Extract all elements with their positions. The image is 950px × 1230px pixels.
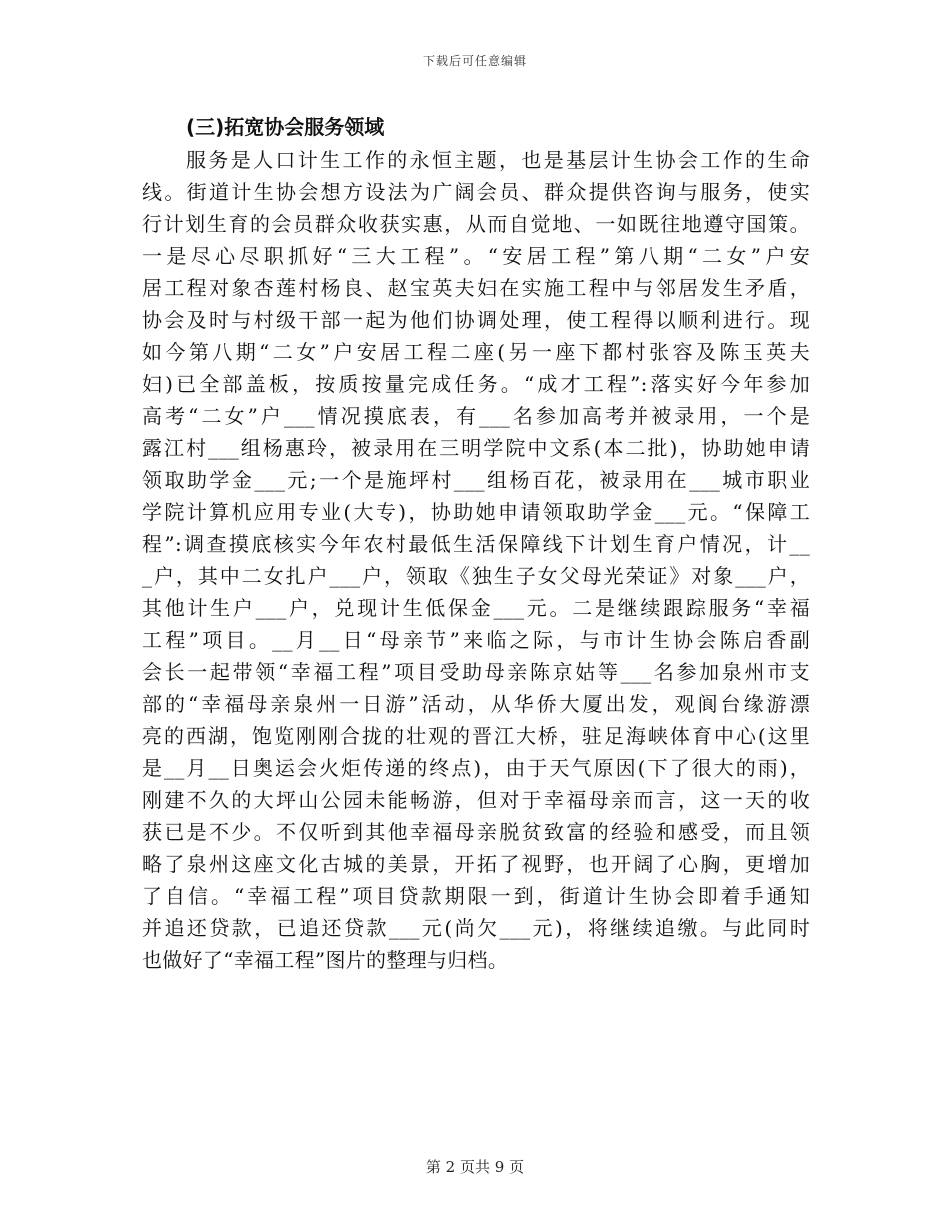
text-line: 协会及时与村级干部一起为他们协调处理，使工程得以顺利进行。现 (142, 308, 810, 332)
text-line: 部的“幸福母亲泉州一日游”活动，从华侨大厦出发，观阆台缘游漂 (142, 692, 810, 716)
text-line: 也做好了“幸福工程”图片的整理与归档。 (142, 948, 509, 972)
text-line: 略了泉州这座文化古城的美景，开拓了视野，也开阔了心胸，更增加 (142, 852, 810, 876)
text-line: 一是尽心尽职抓好“三大工程”。“安居工程”第八期“二女”户安 (142, 244, 810, 268)
text-line: 行计划生育的会员群众收获实惠，从而自觉地、一如既往地遵守国策。 (142, 212, 810, 236)
text-line: 程”:调查摸底核实今年农村最低生活保障线下计划生育户情况，计__ (142, 532, 810, 556)
text-line: 并追还贷款，已追还贷款___元(尚欠___元)，将继续追缴。与此同时 (142, 916, 810, 940)
page-number: 第 2 页共 9 页 (425, 1158, 525, 1176)
text-line: 领取助学金___元;一个是施坪村___组杨百花，被录用在___城市职业 (142, 468, 810, 492)
text-line: 是__月__日奥运会火炬传递的终点)，由于天气原因(下了很大的雨)， (142, 756, 810, 780)
text-line: _户，其中二女扎户___户，领取《独生子女父母光荣证》对象___户， (142, 564, 810, 588)
text-line: 会长一起带领“幸福工程”项目受助母亲陈京姑等___名参加泉州市支 (142, 660, 810, 684)
paragraph (142, 144, 810, 976)
page-header: 下载后可任意编辑 (422, 54, 527, 68)
text-line: 高考“二女”户___情况摸底表，有___名参加高考并被录用，一个是 (142, 404, 810, 428)
text-line: 刚建不久的大坪山公园未能畅游，但对于幸福母亲而言，这一天的收 (142, 788, 810, 812)
text-line: 露江村___组杨惠玲，被录用在三明学院中文系(本二批)，协助她申请 (142, 436, 810, 460)
text-line: 获已是不少。不仅听到其他幸福母亲脱贫致富的经验和感受，而且领 (142, 820, 810, 844)
text-line: 了自信。“幸福工程”项目贷款期限一到，街道计生协会即着手通知 (142, 884, 810, 908)
text-line: 工程”项目。__月__日“母亲节”来临之际，与市计生协会陈启香副 (142, 628, 810, 652)
text-line: 其他计生户___户，兑现计生低保金___元。二是继续跟踪服务“幸福 (142, 596, 810, 620)
text-line: 如今第八期“二女”户安居工程二座(另一座下都村张容及陈玉英夫 (142, 340, 810, 364)
section-heading: (三)拓宽协会服务领域 (186, 115, 385, 139)
document-body (142, 112, 810, 976)
text-line: 妇)已全部盖板，按质按量完成任务。“成才工程”:落实好今年参加 (142, 372, 810, 396)
text-line: 居工程对象杏莲村杨良、赵宝英夫妇在实施工程中与邻居发生矛盾， (142, 276, 810, 300)
text-line: 学院计算机应用专业(大专)，协助她申请领取助学金___元。“保障工 (142, 500, 810, 524)
text-line: 服务是人口计生工作的永恒主题，也是基层计生协会工作的生命 (186, 148, 810, 172)
text-line: 线。街道计生协会想方设法为广阔会员、群众提供咨询与服务，使实 (142, 180, 810, 204)
text-line: 亮的西湖，饱览刚刚合拢的壮观的晋江大桥，驻足海峡体育中心(这里 (142, 724, 810, 748)
